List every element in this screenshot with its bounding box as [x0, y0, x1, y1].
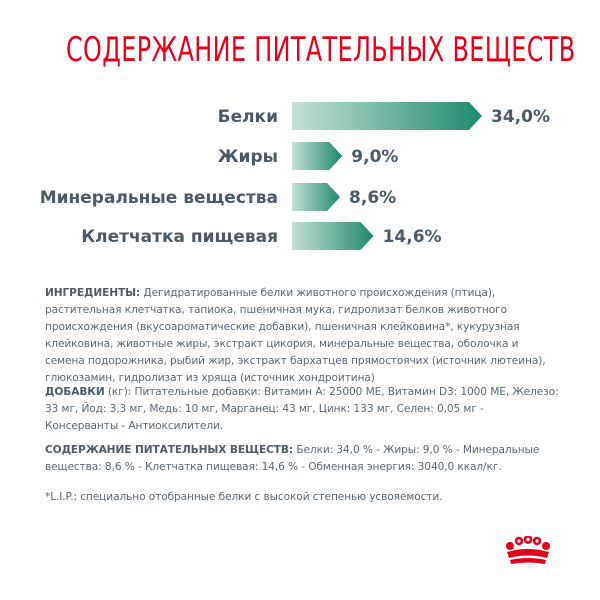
- ingredients-heading: ИНГРЕДИЕНТЫ:: [45, 287, 141, 299]
- value-label-0: 34,0%: [491, 107, 550, 127]
- nutrients-text: Белки: 34,0 % - Жиры: 9,0 % - Минеральные вещества: 8,6 % - Клетчатка пищевая: 14,6 % - Обменная энергия: 3040,0 ккал/кг.: [45, 444, 540, 473]
- bar-3: [292, 222, 374, 250]
- category-label-1: Жиры: [217, 147, 278, 167]
- value-label-2: 8,6%: [349, 188, 397, 208]
- nutrients-heading: СОДЕРЖАНИЕ ПИТАТЕЛЬНЫХ ВЕЩЕСТВ:: [45, 444, 294, 456]
- nutrient-bar-chart: [0, 0, 600, 270]
- ingredients-text: Дегидратированные белки животного происхождения (птица), растительная клетчатка, тапиока, пшеничная мука, гидролизат белков животного происхождения (вкусоароматические добавки), пшеничная клейковина*, кукурузная клейковина, животные жиры, экстракт цикория, минеральные вещества, оболочка и семена подорожника, рыбий жир, экстракт бархатцев прямостоячих (источник лютеина), глюкозамин, гидролизат из хряща (источник хондроитина): [45, 287, 546, 384]
- value-label-3: 14,6%: [382, 227, 442, 247]
- royal-canin-crown-icon: [502, 536, 554, 568]
- category-label-2: Минеральные вещества: [39, 188, 278, 208]
- ingredients-section: [45, 285, 560, 387]
- additives-heading: ДОБАВКИ: [45, 386, 105, 398]
- bar-0: [292, 102, 482, 130]
- category-label-3: Клетчатка пищевая: [81, 227, 278, 247]
- additives-section: [45, 384, 560, 435]
- page-title: СОДЕРЖАНИЕ ПИТАТЕЛЬНЫХ ВЕЩЕСТВ: [66, 30, 576, 70]
- bar-2: [292, 183, 340, 211]
- value-label-1: 9,0%: [351, 147, 399, 167]
- nutrients-section: [45, 442, 560, 476]
- additives-text: (кг): Питательные добавки: Витамин А: 25000 МЕ, Витамин D3: 1000 МЕ, Железо: 33 мг, Йод: 3,3 мг, Медь: 10 мг, Марганец: 43 мг, Цинк: 133 мг, Селен: 0,05 мг - Консерванты - Антиоксилители.: [45, 386, 559, 432]
- bar-1: [292, 142, 342, 170]
- footnote: *L.I.P.: специально отобранные белки с высокой степенью усвояемости.: [45, 491, 443, 503]
- category-label-0: Белки: [217, 107, 278, 127]
